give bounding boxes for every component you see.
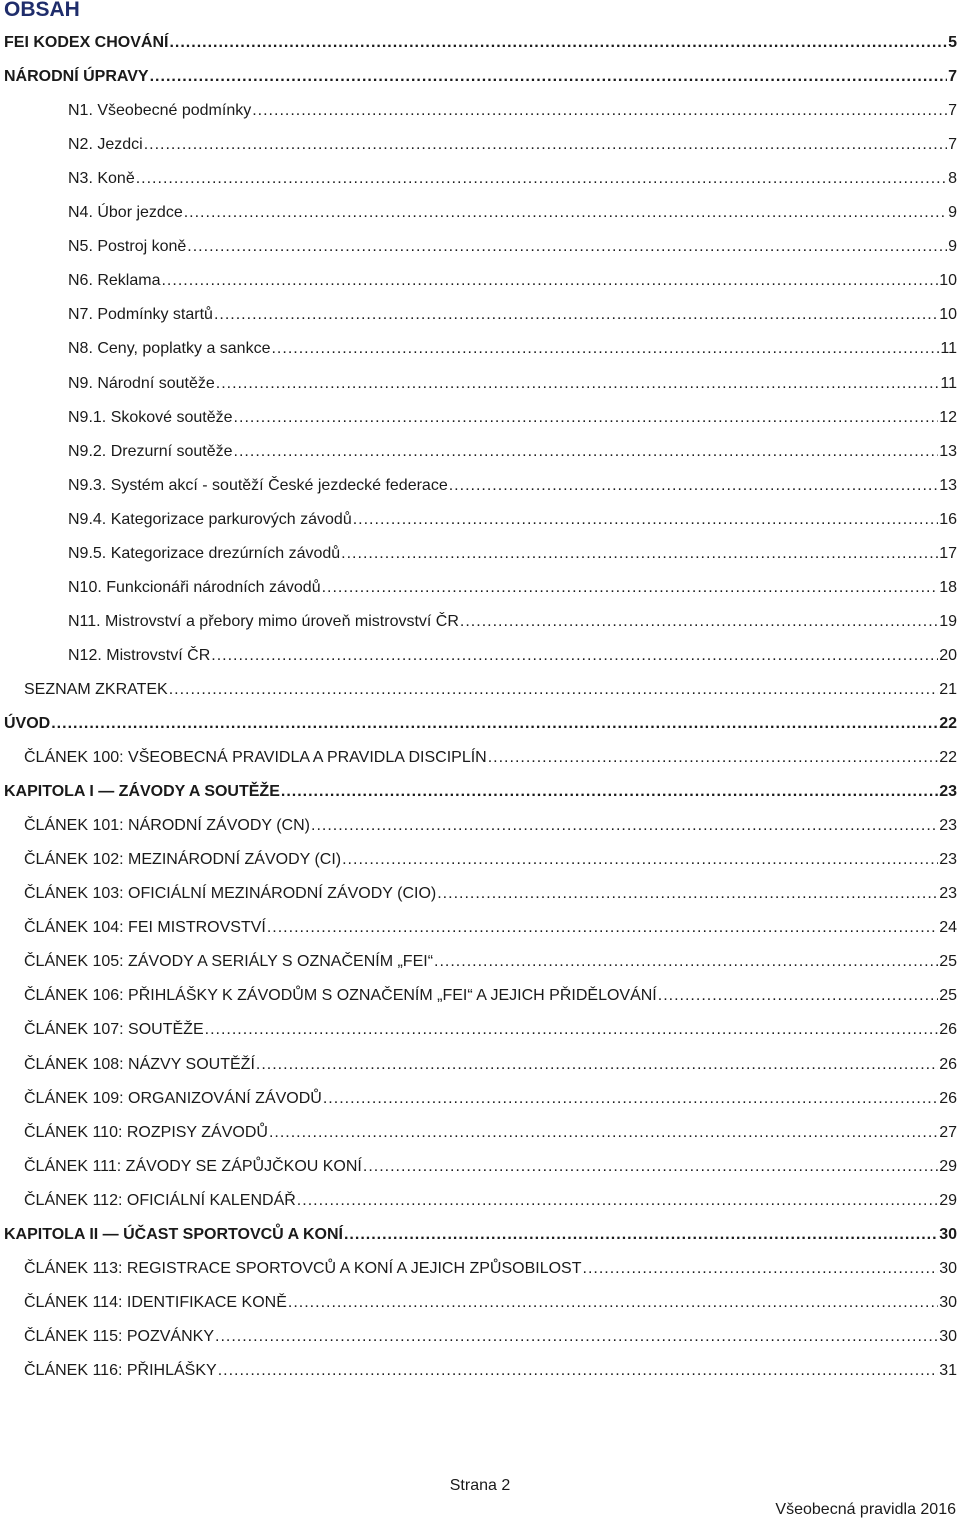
toc-dot-leader (269, 1120, 938, 1146)
toc-entry[interactable] (68, 302, 957, 328)
toc-entry[interactable] (68, 507, 957, 533)
toc-entry-label: N6. Reklama (68, 272, 161, 290)
toc-dot-leader (169, 30, 947, 56)
toc-dot-leader (344, 1222, 938, 1248)
toc-dot-leader (214, 302, 938, 328)
toc-entry-label: N9.5. Kategorizace drezúrních závodů (68, 544, 341, 562)
toc-dot-leader (136, 166, 947, 192)
toc-entry-page: 9 (948, 238, 957, 256)
toc-entry-label: N9.3. Systém akcí - soutěží České jezdecké federace (68, 476, 448, 494)
toc-entry[interactable] (24, 915, 957, 941)
toc-dot-leader (323, 1086, 938, 1112)
toc-dot-leader (218, 1358, 939, 1384)
toc-entry-label: ČLÁNEK 103: OFICIÁLNÍ MEZINÁRODNÍ ZÁVODY (CIO) (24, 885, 437, 903)
toc-entry-page: 11 (940, 340, 957, 358)
toc-entry-label: N8. Ceny, poplatky a sankce (68, 340, 271, 358)
toc-entry[interactable] (68, 609, 957, 635)
toc-dot-leader (322, 575, 939, 601)
toc-entry-page: 23 (939, 817, 957, 835)
toc-entry-label: ČLÁNEK 101: NÁRODNÍ ZÁVODY (CN) (24, 817, 310, 835)
toc-dot-leader (150, 64, 947, 90)
toc-entry-page: 24 (939, 919, 957, 937)
toc-entry-page: 23 (939, 783, 957, 801)
toc-entry-page: 5 (948, 34, 957, 51)
toc-entry-page: 25 (939, 987, 957, 1005)
toc-entry[interactable] (68, 643, 957, 669)
toc-entry-page: 22 (939, 715, 957, 732)
toc-entry-page: 12 (939, 408, 957, 426)
toc-entry[interactable] (68, 98, 957, 124)
toc-entry-page: 13 (939, 442, 957, 460)
toc-entry-page: 8 (948, 170, 957, 188)
toc-entry[interactable] (24, 1154, 957, 1180)
toc-entry-page: 23 (939, 851, 957, 869)
toc-dot-leader (271, 336, 939, 362)
toc-entry-page: 19 (939, 612, 957, 630)
document-title-footer: Všeobecná pravidla 2016 (775, 1501, 956, 1518)
toc-entry-label: N7. Podmínky startů (68, 306, 213, 324)
toc-entry-label: ČLÁNEK 102: MEZINÁRODNÍ ZÁVODY (CI) (24, 851, 342, 869)
toc-entry-page: 7 (948, 102, 957, 120)
toc-entry-label: NÁRODNÍ ÚPRAVY (4, 68, 149, 86)
toc-entry[interactable] (68, 234, 957, 260)
toc-entry-label: N9. Národní soutěže (68, 374, 215, 392)
toc-entry-label: N2. Jezdci (68, 136, 143, 154)
toc-entry[interactable] (68, 200, 957, 226)
toc-entry-page: 18 (939, 578, 957, 596)
toc-entry-label: ČLÁNEK 116: PŘIHLÁŠKY (24, 1361, 217, 1379)
toc-entry-label: N10. Funkcionáři národních závodů (68, 578, 321, 596)
toc-entry[interactable] (68, 336, 957, 362)
toc-entry[interactable] (4, 711, 957, 737)
toc-entry-label: ČLÁNEK 104: FEI MISTROVSTVÍ (24, 919, 266, 937)
toc-entry[interactable] (68, 132, 957, 158)
toc-entry-label: ČLÁNEK 100: VŠEOBECNÁ PRAVIDLA A PRAVIDLA DISCIPLÍN (24, 749, 487, 767)
toc-entry-page: 17 (939, 544, 957, 562)
toc-entry[interactable] (24, 847, 957, 873)
toc-dot-leader (288, 1290, 938, 1316)
toc-entry-label: ČLÁNEK 110: ROZPISY ZÁVODŮ (24, 1123, 268, 1141)
toc-entry-page: 29 (939, 1157, 957, 1175)
toc-entry-page: 7 (948, 68, 957, 86)
toc-entry-label: SEZNAM ZKRATEK (24, 680, 168, 698)
toc-entry-page: 26 (939, 1021, 957, 1039)
toc-entry[interactable] (24, 1086, 957, 1112)
toc-entry[interactable] (24, 1052, 957, 1078)
toc-entry-label: N3. Koně (68, 170, 135, 188)
toc-entry-label: ČLÁNEK 115: POZVÁNKY (24, 1327, 214, 1345)
toc-entry-page: 10 (939, 306, 957, 324)
toc-entry[interactable] (24, 881, 957, 907)
toc-entry-label: N12. Mistrovství ČR (68, 646, 211, 664)
toc-entry-page: 22 (939, 749, 957, 767)
toc-entry-page: 23 (939, 885, 957, 903)
toc-entry-page: 13 (939, 476, 957, 494)
toc-entry-label: ČLÁNEK 111: ZÁVODY SE ZÁPŮJČKOU KONÍ (24, 1157, 362, 1175)
toc-entry-page: 7 (948, 136, 957, 154)
toc-entry-label: ČLÁNEK 109: ORGANIZOVÁNÍ ZÁVODŮ (24, 1089, 322, 1107)
toc-dot-leader (205, 1017, 939, 1043)
toc-entry-page: 26 (939, 1055, 957, 1073)
toc-entry-page: 10 (939, 272, 957, 290)
toc-entry[interactable] (68, 575, 957, 601)
toc-entry-page: 27 (939, 1123, 957, 1141)
toc-dot-leader (211, 643, 938, 669)
toc-entry[interactable] (68, 268, 957, 294)
toc-entry[interactable] (4, 779, 957, 805)
toc-entry-label: N4. Úbor jezdce (68, 204, 183, 222)
toc-entry-page: 30 (939, 1225, 957, 1243)
toc-entry-label: ČLÁNEK 114: IDENTIFIKACE KONĚ (24, 1293, 287, 1311)
toc-dot-leader (297, 1188, 938, 1214)
toc-entry-label: ČLÁNEK 108: NÁZVY SOUTĚŽÍ (24, 1055, 255, 1073)
toc-entry-label: ÚVOD (4, 715, 51, 732)
toc-entry[interactable] (4, 1222, 957, 1248)
toc-entry[interactable] (24, 677, 957, 703)
toc-entry-page: 11 (940, 374, 957, 392)
toc-dot-leader (583, 1256, 939, 1282)
toc-dot-leader (234, 439, 939, 465)
toc-dot-leader (363, 1154, 938, 1180)
toc-entry-page: 30 (939, 1259, 957, 1277)
toc-dot-leader (256, 1052, 938, 1078)
toc-dot-leader (187, 234, 947, 260)
toc-dot-leader (341, 541, 938, 567)
toc-entry[interactable] (68, 541, 957, 567)
toc-entry-page: 21 (939, 680, 957, 698)
toc-entry-page: 30 (939, 1327, 957, 1345)
toc-entry[interactable] (24, 1324, 957, 1350)
toc-dot-leader (434, 949, 938, 975)
toc-entry-page: 29 (939, 1191, 957, 1209)
toc-dot-leader (658, 983, 938, 1009)
toc-dot-leader (437, 881, 938, 907)
toc-entry[interactable] (68, 405, 957, 431)
toc-entry[interactable] (24, 745, 957, 771)
toc-entry[interactable] (4, 64, 957, 90)
toc-entry-label: FEI KODEX CHOVÁNÍ (4, 34, 169, 51)
toc-entry-label: ČLÁNEK 112: OFICIÁLNÍ KALENDÁŘ (24, 1191, 296, 1209)
toc-dot-leader (51, 711, 938, 737)
toc-entry-label: N5. Postroj koně (68, 238, 187, 256)
toc-entry-page: 9 (948, 204, 957, 222)
toc-entry-page: 25 (939, 953, 957, 971)
toc-dot-leader (353, 507, 938, 533)
toc-entry-label: KAPITOLA II — ÚČAST SPORTOVCŮ A KONÍ (4, 1225, 343, 1243)
toc-dot-leader (161, 268, 938, 294)
toc-entry[interactable] (4, 30, 957, 56)
toc-entry[interactable] (24, 813, 957, 839)
toc-dot-leader (234, 405, 939, 431)
toc-entry-label: ČLÁNEK 106: PŘIHLÁŠKY K ZÁVODŮM S OZNAČENÍM „FEI“ A JEJICH PŘIDĚLOVÁNÍ (24, 987, 657, 1005)
toc-entry-label: KAPITOLA I — ZÁVODY A SOUTĚŽE (4, 783, 280, 801)
toc-dot-leader (215, 1324, 938, 1350)
toc-entry-label: N1. Všeobecné podmínky (68, 102, 252, 120)
toc-dot-leader (252, 98, 947, 124)
toc-dot-leader (460, 609, 938, 635)
toc-entry-label: N9.1. Skokové soutěže (68, 408, 233, 426)
toc-entry[interactable] (24, 1120, 957, 1146)
toc-dot-leader (342, 847, 938, 873)
toc-entry-label: ČLÁNEK 113: REGISTRACE SPORTOVCŮ A KONÍ A JEJICH ZPŮSOBILOST (24, 1259, 582, 1277)
page-number: Strana 2 (449, 1477, 511, 1494)
toc-entry-page: 30 (939, 1293, 957, 1311)
toc-entry-label: N9.4. Kategorizace parkurových závodů (68, 510, 352, 528)
toc-dot-leader (311, 813, 938, 839)
toc-entry[interactable] (24, 1256, 957, 1282)
toc-entry[interactable] (24, 1290, 957, 1316)
toc-entry[interactable] (68, 371, 957, 397)
toc-entry[interactable] (24, 983, 957, 1009)
toc-entry-page: 26 (939, 1089, 957, 1107)
toc-entry[interactable] (68, 473, 957, 499)
toc-dot-leader (488, 745, 938, 771)
toc-dot-leader (281, 779, 938, 805)
toc-entry-label: N11. Mistrovství a přebory mimo úroveň mistrovství ČR (68, 612, 459, 630)
toc-dot-leader (267, 915, 938, 941)
toc-entry[interactable] (24, 1017, 957, 1043)
toc-entry-label: N9.2. Drezurní soutěže (68, 442, 233, 460)
toc-dot-leader (184, 200, 947, 226)
toc-dot-leader (449, 473, 938, 499)
toc-dot-leader (216, 371, 940, 397)
toc-entry[interactable] (24, 949, 957, 975)
toc-entry-label: ČLÁNEK 105: ZÁVODY A SERIÁLY S OZNAČENÍM „FEI“ (24, 953, 434, 971)
toc-entry-page: 20 (939, 646, 957, 664)
toc-heading: OBSAH (4, 0, 80, 21)
toc-entry-page: 16 (939, 510, 957, 528)
toc-entry-page: 31 (939, 1361, 957, 1379)
toc-entry[interactable] (68, 439, 957, 465)
toc-entry-label: ČLÁNEK 107: SOUTĚŽE (24, 1021, 204, 1039)
toc-dot-leader (144, 132, 947, 158)
toc-entry[interactable] (24, 1188, 957, 1214)
toc-dot-leader (169, 677, 938, 703)
toc-entry[interactable] (24, 1358, 957, 1384)
toc-entry[interactable] (68, 166, 957, 192)
